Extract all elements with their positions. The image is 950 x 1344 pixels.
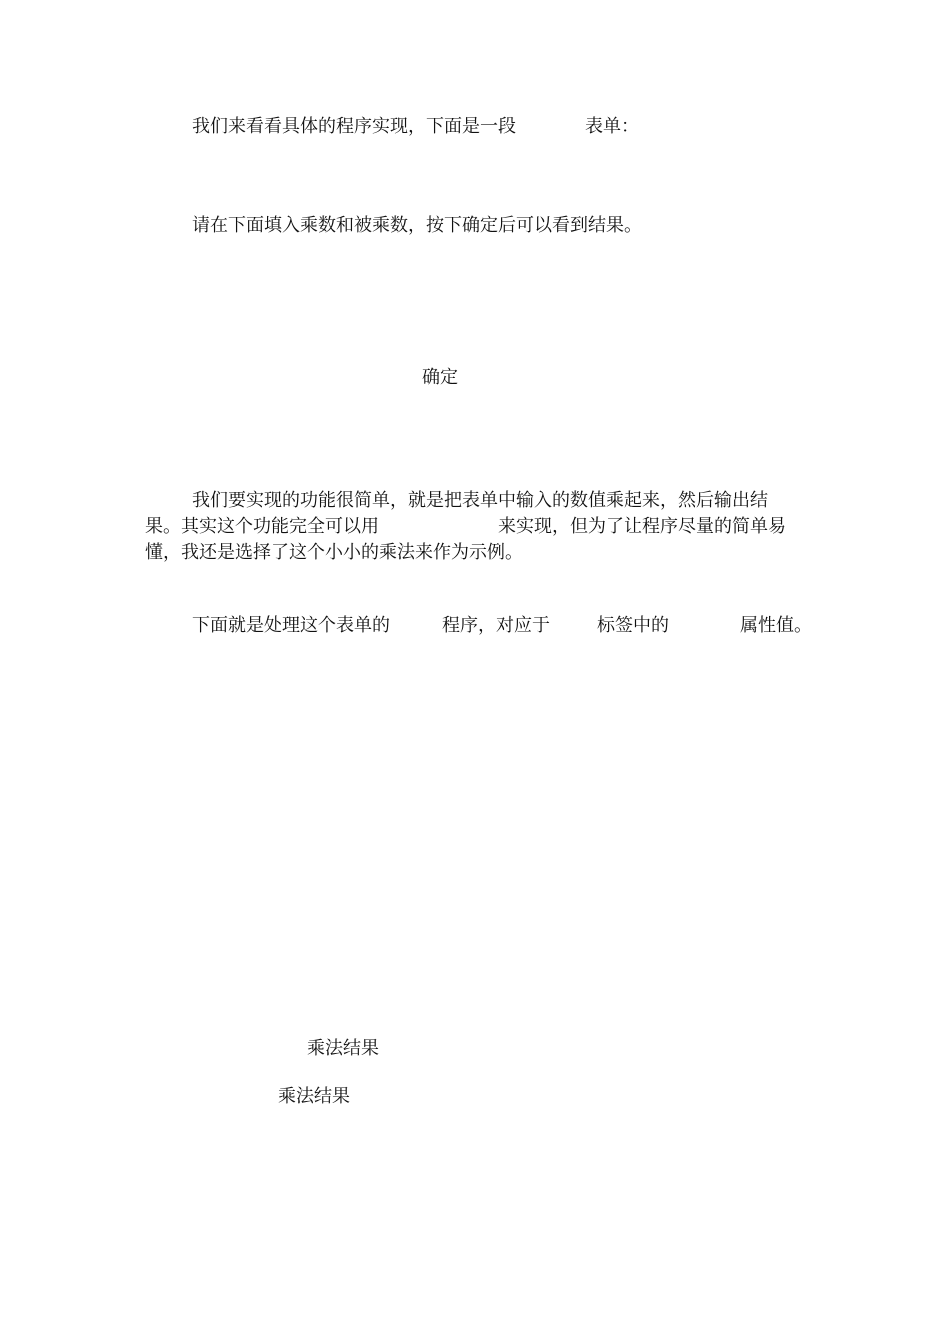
- instruction-text: 请在下面填入乘数和被乘数，按下确定后可以看到结果。: [192, 215, 642, 236]
- intro-text: 我们来看看具体的程序实现，下面是一段: [192, 116, 516, 137]
- result-title-1: 乘法结果: [307, 1038, 379, 1059]
- handler-text-c: 标签中的: [597, 615, 669, 636]
- description-line-3: 懂，我还是选择了这个小小的乘法来作为示例。: [145, 542, 523, 563]
- description-line-2-end: 来实现，但为了让程序尽量的简单易: [498, 516, 786, 537]
- intro-paragraph: [0, 114, 950, 140]
- handler-text-b: 程序，对应于: [442, 615, 550, 636]
- intro-text-form: 表单：: [585, 116, 639, 137]
- handler-paragraph: [0, 613, 950, 639]
- handler-text-a: 下面就是处理这个表单的: [192, 615, 390, 636]
- confirm-button[interactable]: 确定: [422, 367, 458, 388]
- result-title-2: 乘法结果: [278, 1086, 350, 1107]
- handler-text-d: 属性值。: [740, 615, 812, 636]
- description-line-1: 我们要实现的功能很简单，就是把表单中输入的数值乘起来，然后输出结: [192, 490, 768, 511]
- description-line-2: [0, 514, 950, 540]
- description-line-2-start: 果。其实这个功能完全可以用: [145, 516, 379, 537]
